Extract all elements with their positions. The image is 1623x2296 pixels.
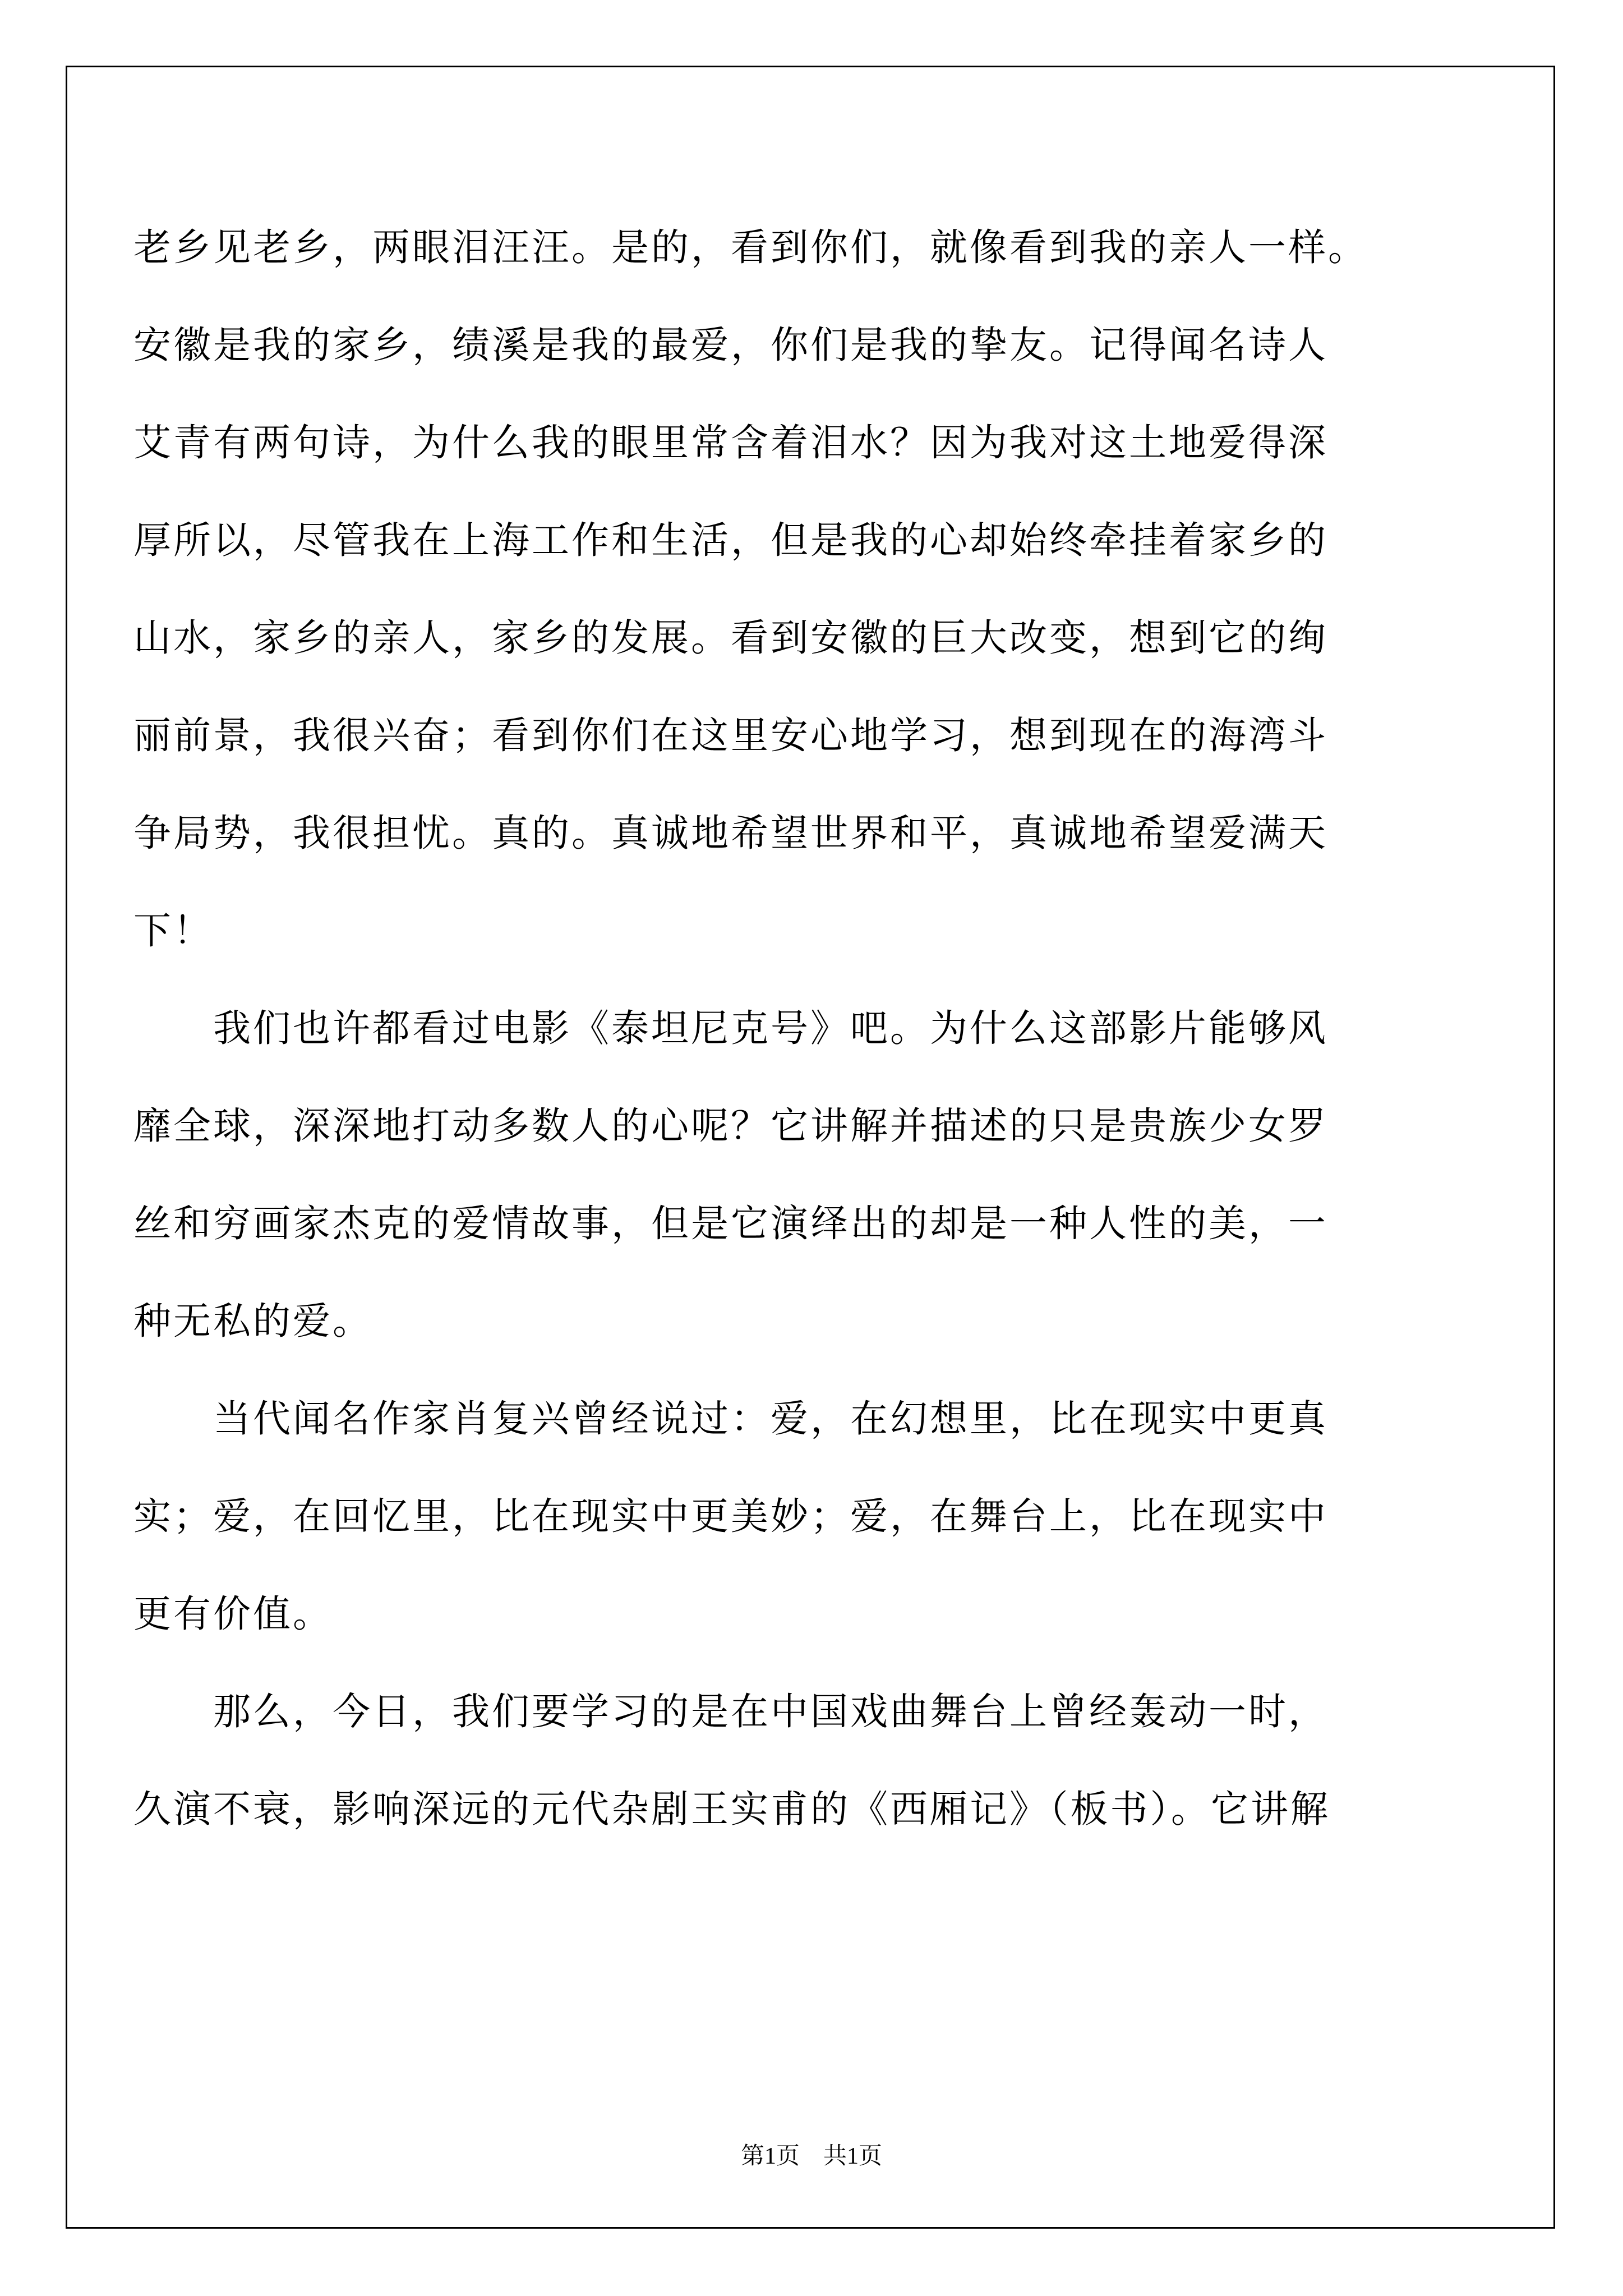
text-line: 下！ xyxy=(133,909,213,953)
text-line: 久演不衰，影响深远的元代杂剧王实甫的《西厢记》（板书）。它讲解 xyxy=(133,1787,1330,1831)
page-footer: 第1页 共1页 xyxy=(740,2143,882,2169)
text-line: 厚所以，尽管我在上海工作和生活，但是我的心却始终牵挂着家乡的 xyxy=(133,518,1328,562)
text-line: 更有价值。 xyxy=(133,1592,333,1636)
text-line: 实；爱，在回忆里，比在现实中更美妙；爱，在舞台上，比在现实中 xyxy=(133,1494,1328,1538)
text-line: 争局势，我很担忧。真的。真诚地希望世界和平，真诚地希望爱满天 xyxy=(133,811,1328,855)
text-line: 山水，家乡的亲人，家乡的发展。看到安徽的巨大改变，想到它的绚 xyxy=(133,616,1328,660)
paragraph-first-line: 我们也许都看过电影《泰坦尼克号》吧。为什么这部影片能够风 xyxy=(213,1006,1328,1050)
text-line: 艾青有两句诗，为什么我的眼里常含着泪水？因为我对这土地爱得深 xyxy=(133,421,1328,464)
paragraph-first-line: 当代闻名作家肖复兴曾经说过：爱，在幻想里，比在现实中更真 xyxy=(213,1397,1328,1441)
text-line: 老乡见老乡，两眼泪汪汪。是的，看到你们，就像看到我的亲人一样。 xyxy=(133,226,1368,269)
text-line: 靡全球，深深地打动多数人的心呢？它讲解并描述的只是贵族少女罗 xyxy=(133,1104,1328,1148)
text-line: 丝和穷画家杰克的爱情故事，但是它演绎出的却是一种人性的美，一 xyxy=(133,1202,1328,1245)
text-line: 种无私的爱。 xyxy=(133,1299,372,1343)
paragraph-first-line: 那么，今日，我们要学习的是在中国戏曲舞台上曾经轰动一时， xyxy=(213,1690,1328,1733)
text-line: 安徽是我的家乡，绩溪是我的最爱，你们是我的挚友。记得闻名诗人 xyxy=(133,323,1328,367)
text-line: 丽前景，我很兴奋；看到你们在这里安心地学习，想到现在的海湾斗 xyxy=(133,714,1328,757)
